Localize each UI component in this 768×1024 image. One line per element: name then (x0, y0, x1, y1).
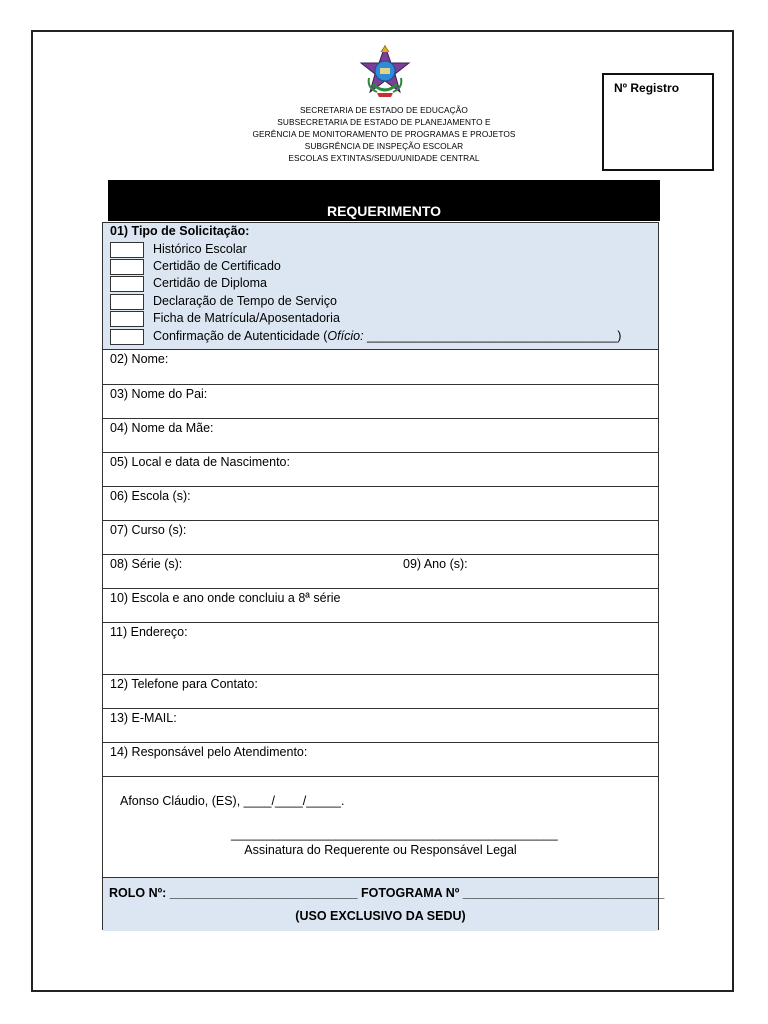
agency-line: GERÊNCIA DE MONITORAMENTO DE PROGRAMAS E PROJETOS (252, 129, 516, 139)
field-label: 11) Endereço: (110, 625, 188, 639)
signature-label: Assinatura do Requerente ou Responsável Legal (244, 843, 517, 857)
field-serie-ano[interactable] (103, 554, 658, 588)
field-label: 12) Telefone para Contato: (110, 677, 258, 691)
option-label: Ficha de Matrícula/Aposentadoria (153, 311, 340, 325)
option-certidao-diploma[interactable] (110, 276, 650, 293)
field-curso[interactable] (103, 520, 658, 554)
signature-line[interactable]: _______________________________________________ (231, 827, 558, 841)
section-request-type (103, 223, 658, 349)
signature-area (103, 776, 658, 877)
field-label: 05) Local e data de Nascimento: (110, 455, 290, 469)
agency-header (200, 104, 568, 164)
field-label-serie: 08) Série (s): (110, 557, 183, 571)
option-label: Histórico Escolar (153, 242, 247, 256)
option-certidao-certificado[interactable] (110, 259, 650, 276)
option-historico[interactable] (110, 242, 650, 259)
field-label: 10) Escola e ano onde concluiu a 8ª série (110, 591, 341, 605)
field-label: 02) Nome: (110, 352, 169, 366)
field-telefone[interactable] (103, 674, 658, 708)
field-label: 04) Nome da Mãe: (110, 421, 214, 435)
field-label: 14) Responsável pelo Atendimento: (110, 745, 308, 759)
registration-number-box[interactable] (602, 73, 714, 171)
field-email[interactable] (103, 708, 658, 742)
checkbox[interactable] (110, 259, 144, 275)
field-escola-8serie[interactable] (103, 588, 658, 622)
exclusive-use-label: (USO EXCLUSIVO DA SEDU) (295, 909, 466, 923)
state-coat-of-arms-icon (359, 44, 411, 98)
field-label: 13) E-MAIL: (110, 711, 177, 725)
agency-line: ESCOLAS EXTINTAS/SEDU/UNIDADE CENTRAL (288, 153, 480, 163)
option-ficha-matricula[interactable] (110, 311, 650, 328)
field-label: 07) Curso (s): (110, 523, 187, 537)
checkbox[interactable] (110, 242, 144, 258)
rolo-fotograma-line[interactable]: ROLO Nº: ___________________________ FOTOGRAMA Nº _____________________________ (109, 886, 665, 900)
field-responsavel[interactable] (103, 742, 658, 776)
field-nome[interactable] (103, 349, 658, 384)
field-nome-pai[interactable] (103, 384, 658, 418)
field-nascimento[interactable] (103, 452, 658, 486)
form-title: REQUERIMENTO (108, 180, 660, 221)
agency-line: SECRETARIA DE ESTADO DE EDUCAÇÃO (300, 105, 468, 115)
agency-line: SUBGRÊNCIA DE INSPEÇÃO ESCOLAR (304, 141, 464, 151)
option-label: Certidão de Diploma (153, 276, 267, 290)
confirm-oficio: Ofício: (327, 329, 364, 343)
request-type-heading: 01) Tipo de Solicitação: (110, 224, 250, 238)
request-form (102, 222, 665, 930)
checkbox[interactable] (110, 329, 144, 345)
option-label (153, 329, 621, 344)
field-label: 03) Nome do Pai: (110, 387, 208, 401)
checkbox[interactable] (110, 276, 144, 292)
option-tempo-servico[interactable] (110, 294, 650, 311)
date-line[interactable]: Afonso Cláudio, (ES), ____/____/_____. (120, 794, 345, 808)
option-label: Certidão de Certificado (153, 259, 281, 273)
registration-number-label: Nº Registro (614, 81, 680, 95)
option-confirmacao[interactable] (110, 329, 650, 346)
field-nome-mae[interactable] (103, 418, 658, 452)
confirm-suffix: ____________________________________) (363, 329, 622, 343)
option-label: Declaração de Tempo de Serviço (153, 294, 337, 308)
checkbox[interactable] (110, 294, 144, 310)
field-label: 06) Escola (s): (110, 489, 191, 503)
field-label-ano: 09) Ano (s): (403, 557, 468, 571)
field-endereco[interactable] (103, 622, 658, 674)
sedu-exclusive-footer (103, 877, 665, 931)
checkbox[interactable] (110, 311, 144, 327)
agency-line: SUBSECRETARIA DE ESTADO DE PLANEJAMENTO E (277, 117, 491, 127)
confirm-prefix: Confirmação de Autenticidade ( (153, 329, 328, 343)
field-escola[interactable] (103, 486, 658, 520)
